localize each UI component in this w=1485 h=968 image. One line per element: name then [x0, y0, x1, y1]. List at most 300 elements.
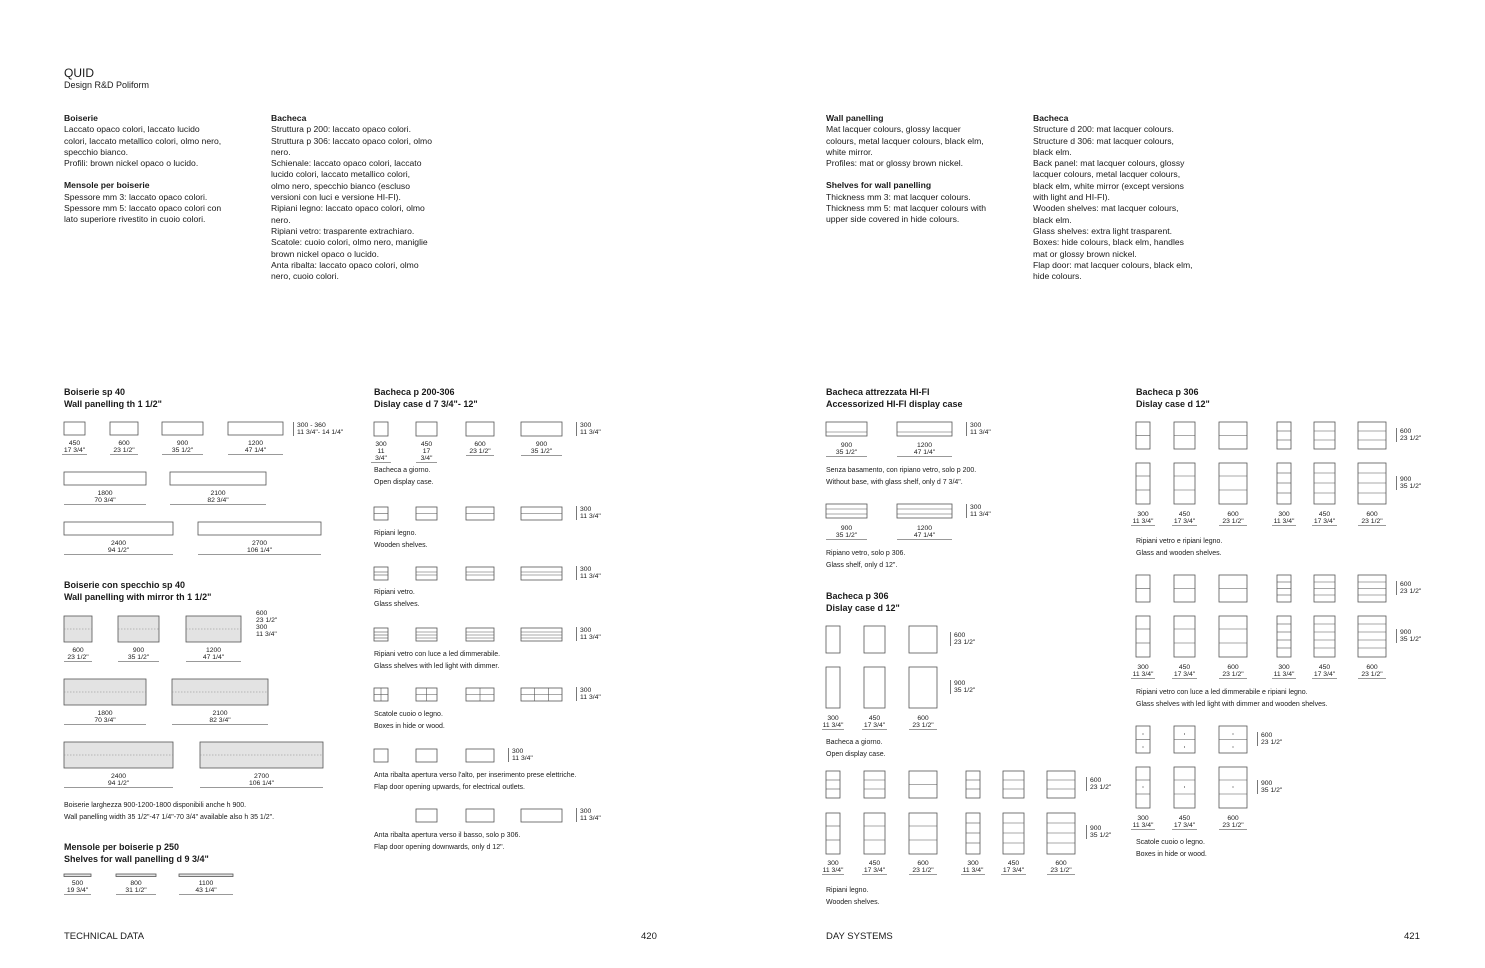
heading-it: Bacheca p 306	[826, 591, 889, 601]
dim-in: 35 1/2"	[127, 654, 150, 661]
spec-line: nero.	[271, 214, 291, 225]
panel-2700	[198, 522, 321, 535]
case-450	[416, 422, 437, 436]
dim-mm: 1200	[205, 647, 222, 654]
flap-up-600	[466, 749, 494, 762]
case-300	[374, 422, 388, 436]
caption	[374, 465, 434, 489]
dim-mm: 600	[1227, 815, 1239, 822]
dim-in: 23 1/2"	[1261, 739, 1283, 746]
width-dim	[1001, 860, 1026, 875]
dim-in: 31 1/2"	[125, 887, 147, 894]
case306-wood-group	[826, 771, 1075, 854]
case306-600-h900	[909, 667, 937, 708]
width-dim	[822, 860, 844, 875]
dim-in: 35 1/2"	[1400, 636, 1422, 643]
spec-line: Thickness mm 3: mat lacquer colours.	[826, 191, 971, 202]
caption	[1136, 687, 1327, 711]
width-dim	[64, 647, 92, 662]
dim-mm: 600	[1090, 777, 1102, 784]
caption-it: Ripiani vetro e ripiani legno.	[1136, 538, 1223, 545]
heading-en: Wall panelling with mirror th 1 1/2"	[64, 591, 212, 602]
spec-line: Thickness mm 5: mat lacquer colours with	[826, 203, 986, 214]
dim-mm: 300	[580, 422, 592, 429]
width-dim	[1312, 511, 1337, 526]
dim-mm: 300	[580, 566, 592, 573]
panel-1800	[64, 472, 146, 485]
width-dim	[862, 715, 887, 730]
height-dim	[1086, 825, 1111, 839]
cabinet	[1136, 616, 1150, 657]
hifi-glass-900	[826, 504, 867, 518]
width-dim	[466, 441, 494, 456]
section-b306b	[1136, 387, 1210, 410]
caption-en: Boxes in hide or wood.	[1136, 851, 1207, 858]
width-dim	[1312, 664, 1337, 679]
spec-line: Wooden shelves: mat lacquer colours,	[1033, 203, 1179, 214]
shelf-800	[116, 874, 156, 877]
spec-line: Struttura p 306: laccato opaco colori, olmo	[271, 135, 432, 146]
dim-in: 47 1/4"	[913, 449, 936, 456]
width-dim	[1272, 511, 1296, 526]
caption	[826, 737, 886, 761]
caption	[826, 885, 880, 909]
dim-mm: 600	[917, 715, 929, 722]
dim-mm: 450	[420, 441, 433, 448]
width-dim	[961, 860, 985, 875]
spec-line: Structure d 200: mat lacquer colours.	[1033, 124, 1174, 135]
dim-mm: 600	[256, 610, 268, 617]
dim-mm: 300	[580, 808, 592, 815]
dim-in: 70 3/4"	[94, 717, 116, 724]
dim-mm: 600	[72, 647, 84, 654]
dim-in: 11 3/4"	[822, 867, 844, 874]
width-dim	[1358, 511, 1386, 526]
dim-in: 82 3/4"	[209, 717, 231, 724]
spec-line: Ripiani legno: laccato opaco colori, olmo	[271, 203, 425, 214]
height-dim	[508, 748, 533, 762]
spec-line: Profili: brown nickel opaco o lucido.	[64, 158, 199, 169]
width-dim	[1131, 815, 1155, 830]
case306-450-h900	[864, 667, 885, 708]
dim-mm: 900	[1261, 780, 1273, 787]
width-dim	[371, 441, 391, 463]
dim-in: 11 3/4"	[970, 429, 991, 436]
caption-it: Scatole cuoio o legno.	[1136, 839, 1205, 846]
width-dim	[200, 773, 323, 788]
dim-mm: 300	[256, 624, 268, 631]
dim-in: 35 1/2"	[171, 447, 194, 454]
dim-in: 35 1/2"	[1090, 832, 1112, 839]
width-dim	[1172, 511, 1197, 526]
width-dim	[170, 490, 266, 505]
height-dim	[1396, 629, 1421, 643]
spec-line: nero, cuoio colori.	[271, 271, 339, 282]
shelf-500	[64, 874, 91, 877]
spec-line: Spessore mm 5: laccato opaco colori con	[64, 203, 222, 214]
panel-2100	[170, 472, 266, 485]
designer: Design R&D Poliform	[64, 80, 150, 90]
cabinet	[1003, 771, 1024, 798]
dim-in: 11 3/4"	[580, 634, 601, 641]
cabinet	[1047, 813, 1075, 854]
caption-it: Scatole cuoio o legno.	[374, 711, 443, 718]
height-dim	[1396, 581, 1421, 595]
dim-mm: 600	[1400, 428, 1412, 435]
caption-en: Without base, with glass shelf, only d 7 3/4".	[826, 479, 963, 486]
caption-it: Ripiano vetro, solo p 306.	[826, 550, 906, 557]
heading-en: Wall panelling th 1 1/2"	[64, 398, 162, 409]
spec-line: black elm.	[1033, 146, 1072, 157]
heading-it: Mensole per boiserie p 250	[64, 842, 180, 852]
spec-heading: Mensole per boiserie	[64, 180, 150, 191]
dim-in: 23 1/2"	[256, 617, 278, 624]
dim-in: 23 1/2"	[1090, 784, 1112, 791]
caption-en: Glass shelf, only d 12".	[826, 562, 898, 569]
spec-line: black elm.	[1033, 214, 1072, 225]
spec-line: Structure d 306: mat lacquer colours,	[1033, 135, 1174, 146]
spec-line: black elm, white mirror (except versions	[1033, 180, 1184, 191]
caption-en: Wooden shelves.	[826, 899, 880, 906]
case-600	[466, 422, 494, 436]
dim-mm: 300	[1278, 664, 1290, 671]
caption	[1136, 837, 1207, 861]
caption-en: Glass shelves.	[374, 601, 420, 608]
dim-mm: 300	[580, 506, 592, 513]
cabinet	[1314, 422, 1335, 449]
page-title: QUID	[64, 66, 94, 80]
dim-mm: 600	[1366, 511, 1378, 518]
width-dim	[162, 440, 203, 455]
dim-in: 23 1/2"	[469, 448, 491, 455]
dim-mm: 600	[954, 632, 966, 639]
dim-mm: 300	[970, 422, 982, 429]
case306-300-h600	[826, 626, 840, 653]
dim-mm: 600	[1366, 664, 1378, 671]
caption-en: Glass and wooden shelves.	[1136, 550, 1222, 557]
width-dim	[897, 442, 952, 457]
dim-in: 11 3/4"	[1132, 822, 1154, 829]
dim-in: 106 1/4"	[246, 547, 273, 554]
dim-in: 23 1/2"	[1222, 671, 1244, 678]
spec-line: Flap door: mat lacquer colours, black elm,	[1033, 259, 1193, 270]
spec-line: Ripiani vetro: trasparente extrachiaro.	[271, 225, 415, 236]
height-dim	[1257, 780, 1282, 794]
width-dim	[110, 440, 138, 455]
spec-line: nero.	[271, 146, 291, 157]
dim-in: 17 3/4"	[1173, 822, 1196, 829]
cabinet	[864, 771, 885, 798]
dim-mm: 300 - 360	[297, 422, 326, 429]
dim-mm: 600	[118, 440, 130, 447]
case-900	[521, 422, 562, 436]
panel-900	[162, 422, 203, 435]
dim-in: 11 3/4"	[580, 694, 601, 701]
spec-line: mat or glossy brown nickel.	[1033, 248, 1137, 259]
note-en: Wall panelling width 35 1/2"-47 1/4"-70 3/4" available also h 35 1/2".	[64, 814, 275, 821]
height-dim	[966, 422, 991, 436]
caption	[374, 649, 500, 673]
width-dim	[909, 715, 937, 730]
dim-mm: 450	[68, 440, 81, 447]
dim-in: 47 1/4"	[913, 532, 936, 539]
dim-mm: 600	[474, 441, 486, 448]
spec-heading: Bacheca	[271, 113, 307, 123]
dim-mm: 500	[71, 880, 84, 887]
dim-mm: 300	[1137, 511, 1149, 518]
height-dim	[576, 808, 601, 822]
spec-line: Scatole: cuoio colori, olmo nero, maniglie	[271, 237, 428, 248]
height-dim	[1257, 732, 1282, 746]
dim-in: 23 1/2"	[1400, 588, 1422, 595]
caption-it: Ripiani vetro.	[374, 589, 415, 596]
flap-down-600	[466, 809, 494, 822]
heading-en: Dislay case d 12"	[1136, 398, 1210, 409]
dim-in: 94 1/2"	[107, 780, 130, 787]
width-dim	[521, 441, 562, 456]
dim-mm: 2100	[210, 490, 226, 497]
mirror-note	[64, 800, 274, 824]
dim-mm: 800	[130, 880, 142, 887]
dim-in: 106 1/4"	[248, 780, 275, 787]
case-led-600	[466, 628, 494, 641]
hifi-glass-1200	[897, 504, 952, 518]
height-dim	[576, 506, 601, 520]
dim-in: 23 1/2"	[954, 639, 976, 646]
dim-in: 17 3/4"	[1002, 867, 1025, 874]
dim-mm: 1100	[198, 880, 214, 887]
spec-line: Anta ribalta: laccato opaco colori, olmo	[271, 259, 419, 270]
case306-600-h600	[909, 626, 937, 653]
dim-mm: 2400	[110, 540, 127, 547]
dim-mm: 300	[580, 687, 592, 694]
dim-in: 35 1/2"	[1400, 483, 1422, 490]
hifi-1200	[897, 422, 952, 436]
width-dim	[62, 440, 87, 455]
caption-en: Glass shelves with led light with dimmer.	[374, 663, 500, 670]
heading-it: Bacheca p 306	[1136, 387, 1199, 397]
dim-in: 35 1/2"	[1261, 787, 1283, 794]
dim-in: 11 3/4"	[512, 755, 533, 762]
cabinet	[1136, 463, 1150, 504]
dim-mm: 450	[1318, 664, 1331, 671]
dim-mm: 450	[1178, 664, 1191, 671]
caption	[374, 709, 445, 733]
case-glass-300	[374, 567, 388, 580]
caption-en: Wooden shelves.	[374, 542, 428, 549]
height-dim	[950, 632, 975, 646]
width-dim	[64, 773, 173, 788]
cabinet	[1047, 771, 1075, 798]
caption-it: Anta ribalta apertura verso l'alto, per inserimento prese elettriche.	[374, 772, 577, 779]
height-dim	[576, 422, 601, 436]
dim-mm: 900	[176, 440, 189, 447]
caption-it: Bacheca a giorno.	[826, 739, 883, 746]
caption-en: Glass shelves with led light with dimmer and wooden shelves.	[1136, 701, 1328, 708]
caption	[826, 465, 976, 489]
dim-in: 11 3/4"- 14 1/4"	[297, 429, 344, 436]
dim-mm: 1200	[916, 525, 933, 532]
width-dim	[862, 860, 887, 875]
width-dim	[116, 880, 156, 895]
height-dim	[293, 422, 343, 436]
dim-in: 17 3/4"	[63, 447, 86, 454]
case-led-900	[521, 628, 562, 641]
caption-en: Flap door opening upwards, for electrical outlets.	[374, 784, 525, 791]
dim-mm: 450	[1318, 511, 1331, 518]
dim-in: 11 3/4"	[375, 448, 387, 462]
cabinet	[1277, 422, 1291, 449]
dim-in: 17 3/4"	[1313, 518, 1336, 525]
case306-led-group	[1136, 575, 1386, 657]
dim-in: 17 3/4"	[863, 722, 886, 729]
dim-mm: 300	[827, 715, 839, 722]
spec-line: versioni con luci e versione HI-FI).	[271, 192, 401, 203]
cabinet	[1277, 616, 1291, 657]
height-dim	[576, 627, 601, 641]
width-dim	[64, 710, 146, 725]
dim-in: 11 3/4"	[1132, 671, 1154, 678]
spec-heading: Wall panelling	[826, 113, 884, 123]
flap-up-450	[416, 749, 437, 762]
cabinet	[1358, 616, 1386, 657]
spec-line: Laccato opaco colori, laccato lucido	[64, 124, 200, 135]
page-number-left: 420	[641, 931, 657, 942]
dim-in: 35 1/2"	[835, 532, 858, 539]
dim-mm: 900	[840, 525, 853, 532]
width-dim	[1358, 664, 1386, 679]
dim-mm: 300	[1137, 815, 1149, 822]
page-number-right: 421	[1404, 931, 1420, 942]
dim-in: 17 3/4"	[1173, 518, 1196, 525]
height-dim	[576, 687, 601, 701]
dim-in: 70 3/4"	[94, 497, 116, 504]
width-dim	[822, 715, 844, 730]
cabinet	[1174, 463, 1195, 504]
spec-line: lacquer colours, metal lacquer colours,	[1033, 169, 1181, 180]
width-dim	[416, 441, 437, 463]
height-dim	[1396, 476, 1421, 490]
dim-in: 17 3/4"	[1313, 671, 1336, 678]
dim-mm: 1200	[247, 440, 264, 447]
spec-line: upper side covered in hide colours.	[826, 214, 960, 225]
case-glass-600	[466, 567, 494, 580]
width-dim	[1219, 815, 1247, 830]
dim-mm: 450	[1178, 511, 1191, 518]
case306-box-group	[1136, 726, 1247, 808]
caption	[374, 830, 520, 854]
height-dim	[966, 504, 991, 518]
cabinet	[1174, 616, 1195, 657]
caption-it: Ripiani vetro con luce a led dimmerabile e ripiani legno.	[1136, 689, 1308, 696]
caption-en: Boxes in hide or wood.	[374, 723, 445, 730]
heading-it: Boiserie con specchio sp 40	[64, 580, 186, 590]
dim-in: 11 3/4"	[970, 511, 991, 518]
dim-in: 35 1/2"	[835, 449, 858, 456]
footer-right-label: DAY SYSTEMS	[826, 931, 893, 942]
dim-in: 17 3/4"	[1173, 671, 1196, 678]
dim-mm: 900	[1400, 629, 1412, 636]
dim-in: 11 3/4"	[962, 867, 984, 874]
dim-mm: 600	[1400, 581, 1412, 588]
dim-in: 23 1/2"	[1400, 435, 1422, 442]
dim-mm: 300	[970, 504, 982, 511]
spec-line: colours, metal lacquer colours, black elm,	[826, 135, 984, 146]
section-b306a	[826, 591, 900, 614]
dim-mm: 300	[1278, 511, 1290, 518]
dim-mm: 600	[1227, 511, 1239, 518]
dim-mm: 300	[1137, 664, 1149, 671]
spec-line: Struttura p 200: laccato opaco colori.	[271, 124, 411, 135]
dim-in: 23 1/2"	[912, 867, 934, 874]
dim-mm: 900	[1090, 825, 1102, 832]
spec-line: olmo nero, specchio bianco (escluso	[271, 180, 411, 191]
spec-line: lato superiore rivestito in cuoio colori.	[64, 214, 206, 225]
dim-in: 23 1/2"	[1361, 671, 1383, 678]
flap-down-900	[521, 809, 562, 822]
dim-in: 11 3/4"	[580, 573, 601, 580]
spec-line: Spessore mm 3: laccato opaco colori.	[64, 191, 208, 202]
case-led-300	[374, 628, 388, 641]
height-dim	[950, 680, 975, 694]
width-dim	[1219, 511, 1247, 526]
dim-in: 23 1/2"	[1050, 867, 1072, 874]
caption-en: Open display case.	[826, 751, 886, 758]
caption	[374, 528, 428, 552]
width-dim	[172, 710, 268, 725]
dim-mm: 450	[868, 860, 881, 867]
spec-line: Mat lacquer colours, glossy lacquer	[826, 124, 961, 135]
heading-en: Accessorized HI-FI display case	[826, 398, 963, 409]
width-dim	[1219, 664, 1247, 679]
spec-line: Profiles: mat or glossy brown nickel.	[826, 158, 964, 169]
dim-mm: 900	[535, 441, 548, 448]
case-led-450	[416, 628, 437, 641]
width-dim	[179, 880, 233, 895]
dim-mm: 450	[868, 715, 881, 722]
width-dim	[228, 440, 283, 455]
footer-left-label: TECHNICAL DATA	[64, 931, 145, 942]
dim-mm: 900	[954, 680, 966, 687]
cabinet	[1358, 463, 1386, 504]
dim-mm: 900	[840, 442, 853, 449]
dim-in: 11 3/4"	[1273, 671, 1295, 678]
spec-line: white mirror.	[826, 146, 873, 157]
caption-it: Bacheca a giorno.	[374, 467, 431, 474]
caption-it: Ripiani legno.	[826, 887, 869, 894]
caption	[374, 587, 420, 611]
width-dim	[826, 525, 867, 540]
panel-2400	[64, 522, 173, 535]
cabinet	[966, 813, 980, 854]
spec-line: with light and HI-FI).	[1033, 192, 1110, 203]
height-dim	[1396, 428, 1421, 442]
case306-300-h900	[826, 667, 840, 708]
dim-mm: 2400	[110, 773, 127, 780]
dim-in: 47 1/4"	[202, 654, 225, 661]
case306-glass-wood-group	[1136, 422, 1386, 504]
dim-in: 19 3/4"	[66, 887, 89, 894]
caption-en: Flap door opening downwards, only d 12".	[374, 844, 505, 851]
dim-in: 17 3/4"	[863, 867, 886, 874]
heading-it: Boiserie sp 40	[64, 387, 126, 397]
dim-mm: 300	[580, 627, 592, 634]
cabinet	[1219, 616, 1247, 657]
width-dim	[1131, 664, 1155, 679]
flap-up-300	[374, 749, 388, 762]
width-dim	[64, 540, 173, 555]
dim-mm: 2100	[212, 710, 228, 717]
